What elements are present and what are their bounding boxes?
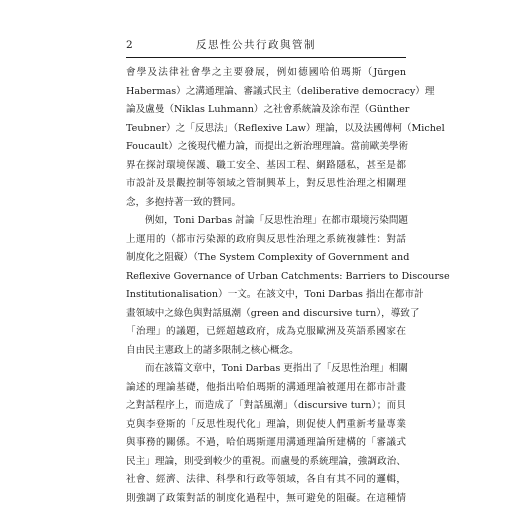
text-line: 與事務的關係。不過，哈伯瑪斯運用溝通理論所建構的「審議式 bbox=[126, 434, 406, 453]
text-line: Reflexive Governance of Urban Catchments: Barriers to Discourse bbox=[126, 268, 406, 287]
text-line: 之對話程序上，而造成了「對話風潮」（discursive turn）；而貝 bbox=[126, 397, 406, 416]
text-line: 社會、經濟、法律、科學和行政等領域，各自有其不同的邏輯， bbox=[126, 471, 406, 490]
text-line: 克與李登斯的「反思性現代化」理論，則促使人們重新考量專業 bbox=[126, 416, 406, 435]
text-line: 例如，Toni Darbas 討論「反思性治理」在都市環境污染問題 bbox=[126, 212, 406, 231]
body-text bbox=[126, 64, 406, 508]
paragraph bbox=[126, 64, 406, 212]
text-line: 界在探討環境保護、職工安全、基因工程、網路隱私，甚至是都 bbox=[126, 157, 406, 176]
text-line: Foucault）之後現代權力論，而提出之新治理理論。當前歐美學術 bbox=[126, 138, 406, 157]
text-line: 「治理」的議題，已經超越政府，成為克服歐洲及英語系國家在 bbox=[126, 323, 406, 342]
text-line: 念，多抱持著一致的贊同。 bbox=[126, 194, 406, 213]
page-number: 2 bbox=[126, 36, 133, 54]
text-line: 會學及法律社會學之主要發展，例如德國哈伯瑪斯（Jürgen bbox=[126, 64, 406, 83]
text-line: 則強調了政策對話的制度化過程中，無可避免的阻礙。在這種情 bbox=[126, 490, 406, 508]
text-line: 畫領域中之綠色與對話風潮（green and discursive turn），導致了 bbox=[126, 305, 406, 324]
text-line: Habermas）之溝通理論、審議式民主（deliberative democracy）理 bbox=[126, 83, 406, 102]
text-line: Institutionalisation）一文。在該文中，Toni Darbas 指出在都市計 bbox=[126, 286, 406, 305]
text-line: 而在該篇文章中，Toni Darbas 更指出了「反思性治理」相關 bbox=[126, 360, 406, 379]
paragraph bbox=[126, 360, 406, 508]
text-line: 論及盧曼（Niklas Luhmann）之社會系統論及涂布涅（Günther bbox=[126, 101, 406, 120]
text-line: 上運用的（都市污染源的政府與反思性治理之系統複雜性：對話 bbox=[126, 231, 406, 250]
running-title: 反思性公共行政與管制 bbox=[196, 36, 316, 54]
text-line: 市設計及景觀控制等領域之管制興革上，對反思性治理之相關理 bbox=[126, 175, 406, 194]
paragraph bbox=[126, 212, 406, 360]
text-line: 民主」理論，則受到較少的重視。而盧曼的系統理論，強調政治、 bbox=[126, 453, 406, 472]
text-line: 自由民主憲政上的諸多限制之核心概念。 bbox=[126, 342, 406, 361]
text-line: Teubner）之「反思法」（Reflexive Law）理論，以及法國傅柯（Michel bbox=[126, 120, 406, 139]
text-line: 論述的理論基礎，他指出哈伯瑪斯的溝通理論被運用在都市計畫 bbox=[126, 379, 406, 398]
header-rule bbox=[126, 57, 406, 58]
page-header bbox=[126, 36, 406, 54]
text-line: 制度化之阻礙）（The System Complexity of Government and bbox=[126, 249, 406, 268]
